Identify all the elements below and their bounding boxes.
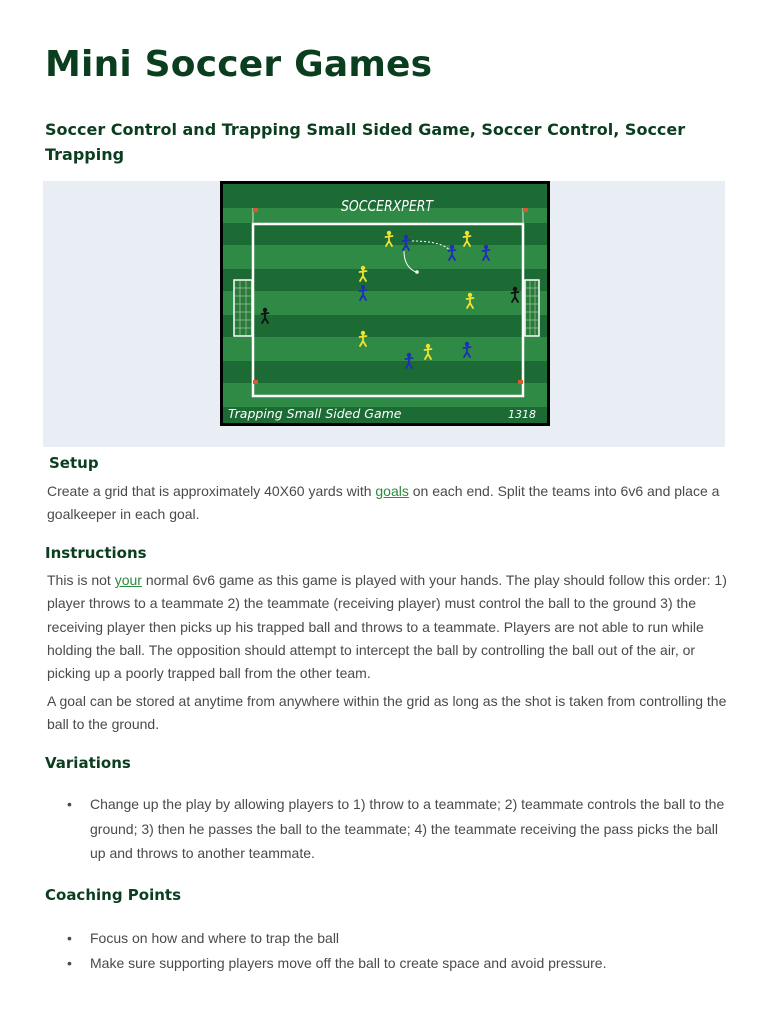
goals-link[interactable]: goals (375, 483, 409, 499)
list-item: • Change up the play by allowing players to 1) throw to a teammate; 2) teammate controls the ball to the ground; 3) then he passes the ball to the teammate; 4) the teammate receiving the pass picks the ball up and throws to another teammate. (47, 792, 727, 866)
page-subtitle: Soccer Control and Trapping Small Sided Game, Soccer Control, Soccer Trapping (45, 120, 686, 164)
coaching-points-heading: Coaching Points (45, 886, 182, 904)
instructions-paragraph-1: This is not your normal 6v6 game as this game is played with your hands. The play should follow this order: 1) player throws to a teammate 2) the teammate (receiving player) must control the ball to the ground 3) the receiving player then picks up his trapped ball and throws to a teammate. Players are not able to run while holding the ball. The opposition should attempt to intercept the ball by controlling the ball out of the air, or picking up a poorly trapped ball from the other team. (47, 572, 727, 682)
instructions-heading: Instructions (45, 544, 147, 562)
brand-logo: SOCCERXPERT (341, 197, 435, 215)
right-goal (525, 280, 539, 336)
instructions-paragraph-2: A goal can be stored at anytime from anywhere within the grid as long as the shot is taken from controlling the ball to the ground. (47, 693, 727, 733)
setup-paragraph: Create a grid that is approximately 40X60 yards with goals on each end. Split the teams into 6v6 and place a goalkeeper in each goal. (47, 483, 720, 523)
left-goal (234, 280, 252, 336)
list-item: • Make sure supporting players move off the ball to create space and avoid pressure. (47, 951, 727, 976)
field-stripes (223, 184, 547, 423)
page-title: Mini Soccer Games (45, 44, 433, 85)
diagram-caption: Trapping Small Sided Game (228, 406, 402, 421)
your-link[interactable]: your (114, 572, 142, 588)
coaching-points-list (47, 926, 727, 975)
setup-heading: Setup (49, 454, 99, 472)
diagram-code: 1318 (508, 408, 536, 421)
soccer-field-diagram (220, 181, 550, 426)
bullet-icon: • (67, 796, 72, 812)
variations-heading: Variations (45, 754, 131, 772)
diagram-panel (43, 181, 725, 447)
list-item: • Focus on how and where to trap the ball (47, 926, 727, 951)
bullet-icon: • (67, 954, 72, 971)
ball (415, 270, 419, 274)
variations-list (47, 792, 727, 866)
bullet-icon: • (67, 930, 72, 946)
